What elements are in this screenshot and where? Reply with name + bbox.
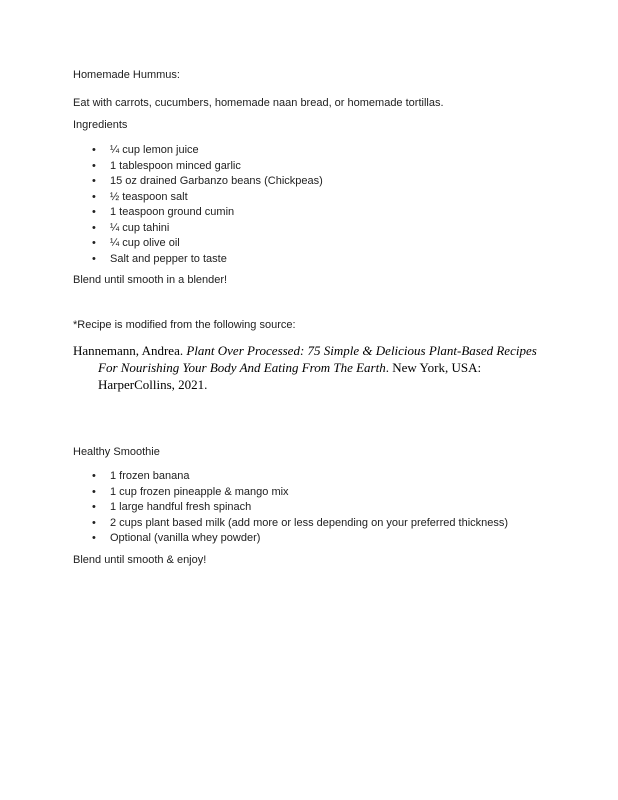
hummus-ingredient-list: [73, 143, 546, 267]
hummus-ingredient-item: • ¼ cup tahini: [110, 221, 546, 237]
smoothie-ingredient-item: • 1 frozen banana: [110, 469, 546, 485]
hummus-ingredient-item: • ½ teaspoon salt: [110, 190, 546, 206]
smoothie-ingredient-item: • Optional (vanilla whey powder): [110, 531, 546, 547]
document-content: [73, 0, 546, 568]
citation-author: Hannemann, Andrea.: [73, 343, 187, 358]
hummus-ingredient-item: • ¼ cup lemon juice: [110, 143, 546, 159]
hummus-ingredient-item: • ¼ cup olive oil: [110, 236, 546, 252]
citation-publisher: . New York, USA: HarperCollins, 2021.: [98, 360, 482, 392]
smoothie-ingredient-list: [73, 469, 546, 547]
hummus-ingredients-heading: Ingredients: [73, 119, 128, 131]
smoothie-ingredient-item: • 2 cups plant based milk (add more or less depending on your preferred thickness): [110, 516, 546, 532]
hummus-ingredient-item: • 1 teaspoon ground cumin: [110, 205, 546, 221]
smoothie-ingredient-item: • 1 large handful fresh spinach: [110, 500, 546, 516]
recipe-source-note: *Recipe is modified from the following source:: [73, 319, 296, 331]
citation-title: Plant Over Processed: 75 Simple & Delicious Plant-Based Recipes For Nourishing Your Body And Eating From The Earth: [98, 343, 537, 375]
hummus-serving-note: Eat with carrots, cucumbers, homemade naan bread, or homemade tortillas.: [73, 97, 444, 109]
citation: [73, 342, 546, 393]
smoothie-ingredient-item: • 1 cup frozen pineapple & mango mix: [110, 485, 546, 501]
smoothie-instruction: Blend until smooth & enjoy!: [73, 553, 207, 566]
hummus-ingredient-item: • 1 tablespoon minced garlic: [110, 159, 546, 175]
smoothie-title: Healthy Smoothie: [73, 446, 160, 458]
hummus-instruction: Blend until smooth in a blender!: [73, 274, 228, 286]
hummus-ingredient-item: • 15 oz drained Garbanzo beans (Chickpeas): [110, 174, 546, 190]
hummus-ingredient-item: • Salt and pepper to taste: [110, 252, 546, 268]
hummus-title: Homemade Hummus:: [73, 69, 180, 81]
